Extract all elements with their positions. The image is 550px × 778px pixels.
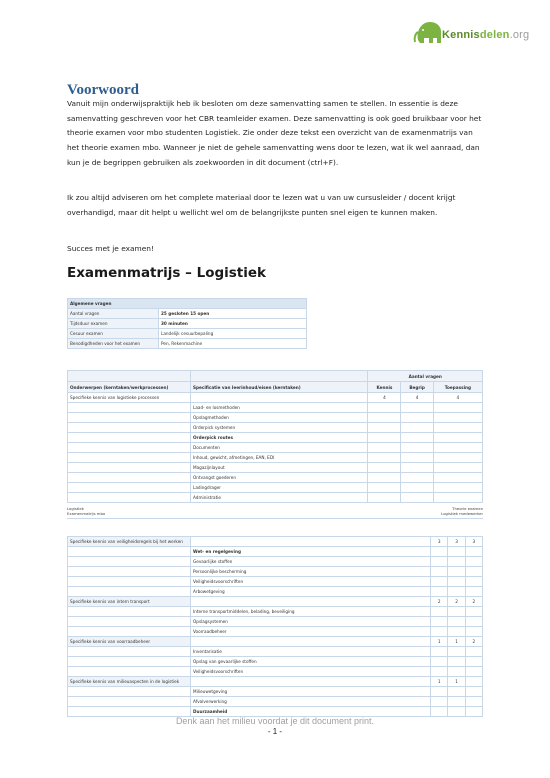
table-cell: 25 gesloten 15 open [159,309,307,319]
table-cell [68,443,191,453]
table-cell: Specifieke kennis van logistieke processen [68,393,191,403]
table-cell [401,473,433,483]
table-row [68,707,483,717]
table-cell [68,687,191,697]
table-cell [191,537,431,547]
table-cell [68,647,191,657]
table-row [68,319,307,329]
table-cell: 1 [448,677,465,687]
table-row [68,413,483,423]
table-cell: Opslagmethoden [191,413,368,423]
table-cell: Veiligheidsvoorschriften [191,667,431,677]
table-row [68,697,483,707]
table-cell [433,453,482,463]
footer-note: Denk aan het milieu voordat je dit document print. [175,716,375,726]
table-cell [433,423,482,433]
logo-part-org: .org [509,29,530,41]
table-cell [431,577,448,587]
table-cell [68,403,191,413]
table-cell: Opslagsystemen [191,617,431,627]
table-header-cell [191,371,368,382]
table-cell [68,587,191,597]
table-cell: 30 minuten [159,319,307,329]
table-cell: 2 [465,597,482,607]
table-cell: Benodigdheden voor het examen [68,339,159,349]
table-cell: 1 [431,677,448,687]
exam-matrix-table-part2 [67,536,483,717]
table-row [68,537,483,547]
table-header-cell: Specificatie van leerinhoud/eisen (kerntaken) [191,382,368,393]
table-header-cell [68,371,191,382]
table-cell [68,483,191,493]
table-cell [448,607,465,617]
table-cell [448,567,465,577]
table-cell [465,667,482,677]
table-cell: Inventarisatie [191,647,431,657]
table-cell [68,697,191,707]
table-cell [433,473,482,483]
table-cell [448,627,465,637]
table-cell [433,413,482,423]
table-row [68,557,483,567]
table-cell [465,567,482,577]
table-row [68,597,483,607]
table-cell: 3 [431,537,448,547]
table-header-cell: Kennis [368,382,401,393]
table-row [68,547,483,557]
table-cell: Specifieke kennis van intern transport [68,597,191,607]
table-cell [191,393,368,403]
table-cell [401,463,433,473]
table-cell [448,707,465,717]
table-cell [431,617,448,627]
table-cell [465,657,482,667]
table-cell: 4 [433,393,482,403]
table-cell [368,493,401,503]
table-cell [431,657,448,667]
table-cell [431,707,448,717]
page-header-right [404,506,483,516]
table-row [68,617,483,627]
table-row [68,637,483,647]
kennisdelen-logo[interactable] [412,18,532,48]
table-cell [68,547,191,557]
table-cell [431,557,448,567]
table-row [68,309,307,319]
table-cell [465,557,482,567]
table-cell [401,443,433,453]
table-cell [401,453,433,463]
table-cell [368,403,401,413]
table-cell [433,463,482,473]
table-cell: 4 [368,393,401,403]
table-title-cell: Algemene vragen [68,299,307,309]
table-cell [431,567,448,577]
table-cell: Persoonlijke bescherming [191,567,431,577]
table-cell [448,547,465,557]
table-row [68,393,483,403]
table-cell [68,493,191,503]
table-row [68,493,483,503]
table-row [68,299,307,309]
logo-part-delen: delen [479,29,510,41]
table-cell [68,413,191,423]
general-questions-table [67,298,307,349]
table-cell [433,403,482,413]
table-cell [465,607,482,617]
table-cell: Ontvangst goederen [191,473,368,483]
table-cell: 2 [431,597,448,607]
table-row [68,677,483,687]
table-cell [465,577,482,587]
foreword-paragraph-2: Ik zou altijd adviseren om het complete materiaal door te lezen wat u van uw cursusleider / docent krijgt overhandigd, maar dit helpt u wellicht wel om de belangrijkste punten snel eigen te kunnen maken. [67,193,456,217]
logo-part-kennis: Kennis [442,29,480,41]
table-cell [68,557,191,567]
table-cell [431,687,448,697]
table-cell [448,667,465,677]
table-row [68,687,483,697]
table-cell [448,587,465,597]
table-cell [68,567,191,577]
table-cell: Administratie [191,493,368,503]
table-cell [465,647,482,657]
table-cell: Milieuwetgeving [191,687,431,697]
table-cell [191,637,431,647]
table-cell [368,473,401,483]
table-cell [448,697,465,707]
table-cell: Cesuur examen [68,329,159,339]
table-row [68,473,483,483]
table-row [68,329,307,339]
table-cell [368,423,401,433]
table-cell [465,697,482,707]
table-cell: Voorraadbeheer [191,627,431,637]
table-header-cell: Onderwerpen (kerntaken/werkprocessen) [68,382,191,393]
table-cell: Afvalverwerking [191,697,431,707]
table-cell [465,707,482,717]
table-cell [368,433,401,443]
table-cell: Orderpick routes [191,433,368,443]
table-cell [448,687,465,697]
table-cell: Documenten [191,443,368,453]
table-cell: Magazijnlayout [191,463,368,473]
foreword-paragraph-3: Succes met je examen! [67,244,154,253]
table-cell [431,647,448,657]
table-cell: Arbowetgeving [191,587,431,597]
table-row [68,483,483,493]
table-cell [433,493,482,503]
table-header-cell: Toepassing [433,382,482,393]
table-cell: Veiligheidsvoorschriften [191,577,431,587]
table-cell: 2 [465,637,482,647]
table-header-cell: Begrip [401,382,433,393]
table-row [68,587,483,597]
table-cell: Opslag van gevaarlijke stoffen [191,657,431,667]
table-row [68,423,483,433]
table-cell [68,607,191,617]
table-cell [401,433,433,443]
table-cell [401,423,433,433]
table-cell [68,617,191,627]
page-number: - 1 - [267,727,283,736]
table-header-cell: Aantal vragen [368,371,483,382]
table-cell [191,597,431,607]
table-cell: Aantal vragen [68,309,159,319]
page-header-divider [67,518,483,519]
table-cell: Gevaarlijke stoffen [191,557,431,567]
exam-matrix-table-part1 [67,370,483,503]
table-cell [368,413,401,423]
foreword-heading: Voorwoord [67,82,139,98]
table-row [68,443,483,453]
table-cell [431,627,448,637]
table-row [68,433,483,443]
table-row [68,657,483,667]
table-cell [368,443,401,453]
table-row [68,567,483,577]
table-cell [68,423,191,433]
table-cell [401,403,433,413]
table-cell [431,697,448,707]
table-cell: Specifieke kennis van milieuaspecten in de logistiek [68,677,191,687]
table-row [68,453,483,463]
table-head-row [68,382,483,393]
table-cell [68,707,191,717]
table-cell [431,607,448,617]
logo-wordmark [442,29,529,41]
table-cell: Tijdsduur examen [68,319,159,329]
table-cell [465,677,482,687]
table-cell: Duurzaamheid [191,707,431,717]
table-row [68,339,307,349]
table-cell [368,483,401,493]
table-cell [433,483,482,493]
table-cell: Specifieke kennis van voorraadbeheer [68,637,191,647]
elephant-logo-icon [412,18,444,46]
table-cell [68,577,191,587]
table-cell: Ladingdrager [191,483,368,493]
table-row [68,647,483,657]
table-cell: Interne transportmiddelen, belading, beveiliging [191,607,431,617]
table-cell [401,413,433,423]
table-cell [401,493,433,503]
table-cell: 1 [448,637,465,647]
table-row [68,463,483,473]
table-cell [68,463,191,473]
table-cell [68,667,191,677]
table-row [68,627,483,637]
table-cell [401,483,433,493]
table-row [68,577,483,587]
table-cell [465,627,482,637]
table-cell [191,677,431,687]
table-cell [448,647,465,657]
foreword-paragraph-1: Vanuit mijn onderwijspraktijk heb ik besloten om deze samenvatting samen te stellen. In essentie is deze samenvatting geschreven voor het CBR teamleider examen. Deze samenvatting is ook goed bruikbaar voor het theorie examen voor mbo studenten Logistiek. Zie onder deze tekst een overzicht van de examenmatrijs van het theorie examen mbo. Wanneer je niet de gehele samenvatting wens door te lezen, wat ik wel aanraad, dan kun je de begrippen gebruiken als zoekwoorden in dit document (ctrl+F). [67,99,482,167]
table-cell: Landelijk cesuurbepaling [159,329,307,339]
table-cell: 1 [431,637,448,647]
table-cell [448,577,465,587]
table-cell [368,453,401,463]
table-cell: Specifieke kennis van veiligheidsregels bij het werken [68,537,191,547]
table-cell [465,617,482,627]
table-cell: Inhoud, gewicht, afmetingen, EAN, EDI [191,453,368,463]
page-header-left-line2: Examenmatrijs mbo [67,511,106,516]
page-header-left [67,506,105,516]
table-cell: 4 [401,393,433,403]
page-header-left-line1: Logistiek [67,506,84,511]
table-cell [431,547,448,557]
table-cell [431,667,448,677]
page-header-right-line2: Logistiek medewerker [441,511,483,516]
table-cell: Orderpick systemen [191,423,368,433]
table-row [68,607,483,617]
table-head-row [68,371,483,382]
table-cell [448,617,465,627]
table-cell: Laad- en losmethoden [191,403,368,413]
table-row [68,403,483,413]
table-cell: Wet- en regelgeving [191,547,431,557]
table-cell [433,433,482,443]
table-cell [368,463,401,473]
table-cell [68,433,191,443]
table-cell [465,587,482,597]
table-cell [68,657,191,667]
table-row [68,667,483,677]
table-cell [433,443,482,453]
table-cell [431,587,448,597]
table-cell [68,627,191,637]
table-cell: 3 [448,537,465,547]
table-cell [68,453,191,463]
table-cell [465,687,482,697]
table-cell [448,657,465,667]
table-cell [68,473,191,483]
table-cell [448,557,465,567]
table-cell [465,547,482,557]
table-cell: 3 [465,537,482,547]
table-cell: 2 [448,597,465,607]
table-cell: Pen, Rekenmachine [159,339,307,349]
page-header-right-line1: Theorie examen [452,506,483,511]
exam-matrix-title: Examenmatrijs – Logistiek [67,265,267,281]
